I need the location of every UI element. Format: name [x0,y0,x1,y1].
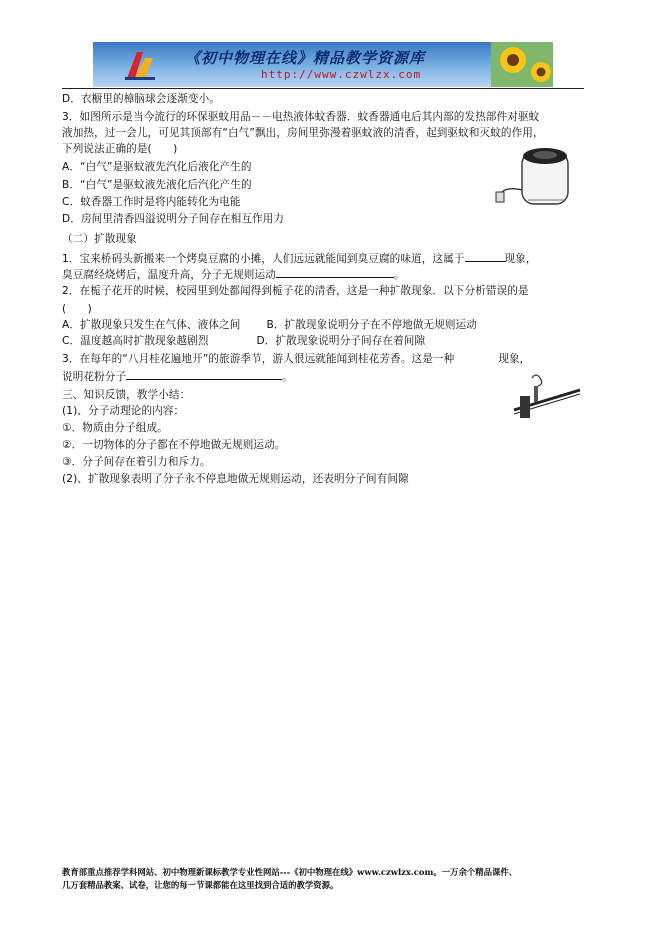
diffusion-q1-text: 1．宝来桥码头新搬来一个烤臭豆腐的小摊，人们远远就能闻到臭豆腐的味道，这属于 [62,253,465,265]
banner-title: 《初中物理在线》精品教学资源库 [185,49,426,67]
option-b: B．“白气”是驱蚊液先液化后汽化产生的 [62,179,252,191]
diffusion-q2-prompt: ( ) [62,303,92,315]
footer-line-1: 教育部重点推荐学科网站、初中物理新课标教学专业性网站---《初中物理在线》www.czwlzx.com。一万余个精品课件、 [62,867,518,877]
punctuation: 。 [282,371,293,383]
banner-url[interactable]: http://www.czwlzx.com [261,68,422,81]
diffusion-q1-line2 [62,266,405,283]
diffusion-q3-line1 [62,352,530,367]
diffusion-q2-options-row2 [62,334,425,349]
diffusion-q2-options-row1 [62,318,477,333]
page-footer [62,866,602,892]
option-a: A．扩散现象只发生在气体、液体之间 [62,319,241,331]
header-banner [93,42,553,87]
header-divider [62,88,584,89]
question-3-text: 3．如图所示是当今流行的环保驱蚊用品－－电热液体蚊香器．蚊香器通电后其内部的发热部件对驱蚊 [62,111,540,123]
experiment-apparatus-figure [510,370,584,422]
diffusion-q3-line2 [62,368,293,385]
diffusion-q1-text: 臭豆腐经烧烤后，温度升高，分子无规则运动 [62,269,276,281]
diffusion-q1-text: 现象， [504,253,537,265]
option-a: A．“白气”是驱蚊液先汽化后液化产生的 [62,161,252,173]
option-b: B．扩散现象说明分子在不停地做无规则运动 [266,319,478,331]
summary-item-2: (2)、扩散现象表明了分子永不停息地做无规则运动，还表明分子间有间隙 [62,473,409,485]
summary-point: ①．物质由分子组成。 [62,422,168,434]
summary-item-1: (1)、分子动理论的内容： [62,405,185,417]
site-logo-icon [123,48,157,82]
text-line: D．衣橱里的樟脑球会逐渐变小。 [62,93,220,105]
section-summary-heading: 三、知识反馈，教学小结： [62,389,191,401]
diffusion-q2-text: 2．在栀子花开的时候，校园里到处都闻得到栀子花的清香，这是一种扩散现象．以下分析错误的是 [62,285,529,297]
section-diffusion-heading: （二）扩散现象 [62,233,137,245]
mosquito-repeller-figure [492,142,582,218]
diffusion-q1-line1 [62,250,537,267]
answer-blank[interactable] [126,368,282,380]
sunflower-icon [491,42,553,87]
question-3-text: 液加热，过一会儿，可见其顶部有“白气”飘出，房间里弥漫着驱蚊液的清香，起到驱蚊和灭蚊的作用， [62,127,544,139]
punctuation: 。 [393,269,405,281]
option-d: D．房间里清香四溢说明分子间存在相互作用力 [62,213,285,225]
answer-blank[interactable] [276,266,394,278]
diffusion-q3-text: 3．在每年的“八月桂花遍地开”的旅游季节，游人很远就能闻到桂花芳香。这是一种 [62,353,455,365]
diffusion-q3-text: 说明花粉分子 [62,371,127,383]
question-3-prompt: 下列说法正确的是( ) [62,143,178,155]
summary-point: ②．一切物体的分子都在不停地做无规则运动。 [62,439,286,451]
option-c: C．蚊香器工作时是将内能转化为电能 [62,196,241,208]
diffusion-q3-text: 现象， [498,353,531,365]
option-d: D．扩散现象说明分子间存在着间隙 [256,335,426,347]
option-c: C．温度越高时扩散现象越剧烈 [62,335,209,347]
answer-blank[interactable] [465,250,505,262]
summary-point: ③．分子间存在着引力和斥力。 [62,456,211,468]
footer-line-2: 几万套精品教案、试卷，让您的每一节课都能在这里找到合适的教学资源。 [62,880,339,890]
